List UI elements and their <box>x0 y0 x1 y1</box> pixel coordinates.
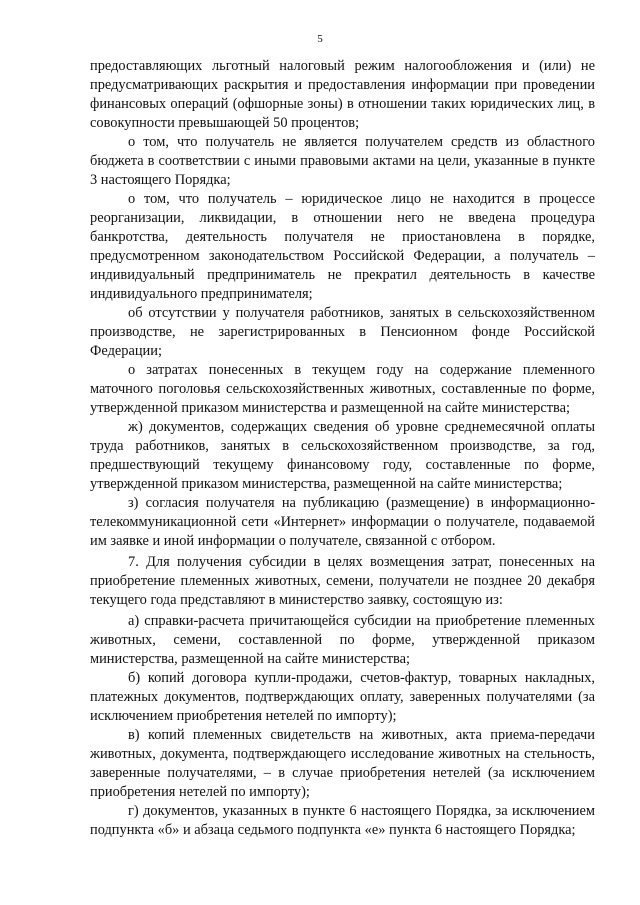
paragraph-not-recipient-budget: о том, что получатель не является получателем средств из областного бюджета в соответствии с иными правовыми актами на цели, указанные в пункте 3 настоящего Порядка; <box>90 134 595 188</box>
paragraph-clause-7: 7. Для получения субсидии в целях возмещения затрат, понесенных на приобретение племенных животных, семени, получатели не позднее 20 декабря текущего года представляют в министерство заявку, состоящую из: <box>90 554 595 608</box>
page-number: 5 <box>317 33 323 45</box>
paragraph-item-b: б) копий договора купли-продажи, счетов-фактур, товарных накладных, платежных документов, подтверждающих оплату, заверенных получателями (за исключением приобретения нетелей по импорту); <box>90 670 595 724</box>
paragraph-item-v: в) копий племенных свидетельств на животных, акта приема-передачи животных, документа, подтверждающего исследование животных на стельность, заверенные получателями, – в случае приобретения нетелей (за исключением приобретения нетелей по импорту); <box>90 727 595 800</box>
paragraph-livestock-costs: о затратах понесенных в текущем году на содержание племенного маточного поголовья сельскохозяйственных животных, составленные по форме, утвержденной приказом министерства и размещенной на сайте министерства; <box>90 362 595 416</box>
paragraph-item-z: з) согласия получателя на публикацию (размещение) в информационно-телекоммуникационной сети «Интернет» информации о получателе, подаваемой им заявке и иной информации о получателе, связанной с отбором. <box>90 495 595 549</box>
paragraph-not-reorganization: о том, что получатель – юридическое лицо не находится в процессе реорганизации, ликвидации, в отношении него не введена процедура банкротства, деятельность получателя не приостановлена в порядке, предусмотренном законодательством Российской Федерации, а получатель – индивидуальный предприниматель не прекратил деятельность в качестве индивидуального предпринимателя; <box>90 191 595 302</box>
paragraph-item-a: а) справки-расчета причитающейся субсидии на приобретение племенных животных, семени, составленной по форме, утвержденной приказом министерства, размещенной на сайте министерства; <box>90 613 595 667</box>
paragraph-offshore-continuation: предоставляющих льготный налоговый режим налогообложения и (или) не предусматривающих раскрытия и предоставления информации при проведении финансовых операций (офшорные зоны) в отношении таких юридических лиц, в совокупности превышающей 50 процентов; <box>90 58 595 131</box>
paragraph-item-g: г) документов, указанных в пункте 6 настоящего Порядка, за исключением подпункта «б» и абзаца седьмого подпункта «е» пункта 6 настоящего Порядка; <box>90 803 595 838</box>
paragraph-no-unregistered-workers: об отсутствии у получателя работников, занятых в сельскохозяйственном производстве, не зарегистрированных в Пенсионном фонде Российской Федерации; <box>90 305 595 359</box>
document-body <box>90 57 595 840</box>
paragraph-item-zh: ж) документов, содержащих сведения об уровне среднемесячной оплаты труда работников, занятых в сельскохозяйственном производстве, за год, предшествующий текущему финансовому году, составленные по форме, утвержденной приказом министерства, размещенной на сайте министерства; <box>90 419 595 492</box>
